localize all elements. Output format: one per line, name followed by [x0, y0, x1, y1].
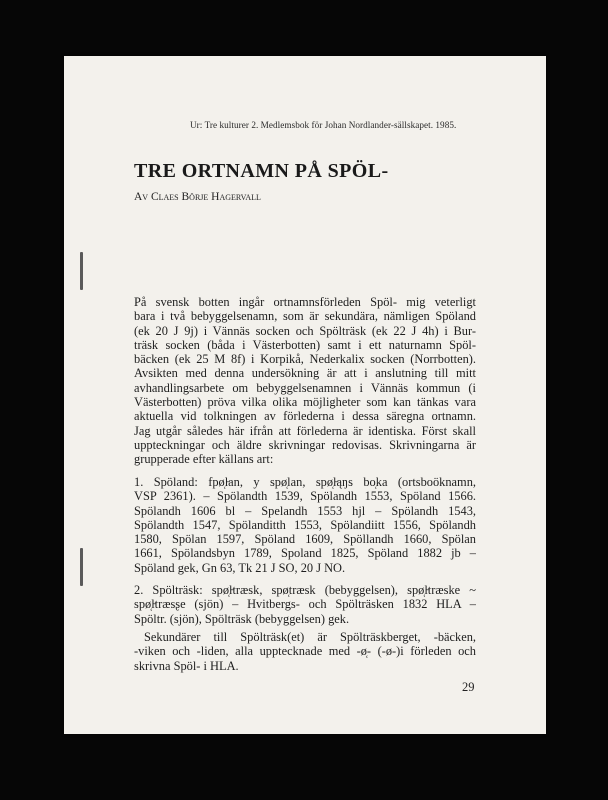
staple-top	[80, 252, 83, 290]
intro-paragraph	[134, 295, 476, 467]
text-line: träsk socken (båda i Västerbotten) samt i ett naturnamn Spöl-	[134, 337, 476, 352]
text-line: grupperade efter källans art:	[134, 452, 274, 467]
text-line: aktuella vid tolkningen av förlederna i dessa säregna ortnamn.	[134, 409, 476, 424]
source-citation: Ur: Tre kulturer 2. Medlemsbok för Johan Nordlander-sällskapet. 1985.	[190, 120, 457, 130]
staple-bottom	[80, 548, 83, 586]
text-line: 1580, Spölan 1597, Spöland 1609, Spöllandh 1660, Spölan	[134, 532, 476, 547]
text-line: 2. Spölträsk: spø̜l̵træsk, spø̜træsk (bebyggelsen), spø̜l̵træske ~	[134, 583, 476, 597]
text-line: spø̜l̵træsʂe (sjön) – Hvitbergs- och Spölträsken 1832 HLA –	[134, 597, 476, 612]
page-title: TRE ORTNAMN PÅ SPÖL-	[134, 160, 389, 182]
author-byline: Av Claes Börje Hagervall	[134, 191, 261, 203]
text-line: uppteckningar och äldre skrivningar redovisas. Skrivningarna är	[134, 437, 476, 452]
text-line: Spöland gek, Gn 63, Tk 21 J SO, 20 J NO.	[134, 560, 346, 575]
text-line: skrivna Spöl- i HLA.	[134, 658, 239, 673]
item-1-spoland	[134, 475, 476, 575]
text-line: bäcken (ek 25 M 8f) i Korpikå, Nederkalix socken (Norrbotten).	[134, 352, 476, 367]
text-line: avhandlingsarbete om bebyggelsenamnen i Vännäs kommun (i	[134, 380, 476, 395]
text-line: VSP 2361). – Spölandth 1539, Spölandh 1553, Spöland 1566.	[134, 489, 476, 504]
text-line: Västerbotten) pröva vilka olika möjligheter som kan tänkas vara	[134, 395, 476, 410]
text-line: Spölandh 1606 bl – Spelandh 1553 hjl – Spölandh 1543,	[134, 503, 476, 518]
text-line: Avsikten med denna undersökning är att i anslutning till mitt	[134, 366, 476, 381]
text-line: Jag utgår således här ifrån att förlederna är identiska. Först skall	[134, 423, 476, 438]
page-number: 29	[462, 680, 475, 694]
text-line: (ek 20 J 9j) i Vännäs socken och Spölträsk (ek 22 J 4h) i Bur-	[134, 323, 476, 338]
secondary-names-paragraph	[134, 630, 476, 673]
text-line: 1. Spöland: fpø̜l̵an, y spø̜lan, spø̜l̵ąŋs bo̜ka (ortsboöknamn,	[134, 475, 476, 489]
text-line: På svensk botten ingår ortnamnsförleden Spöl- mig veterligt	[134, 295, 476, 309]
text-line: Spöltr. (sjön), Spölträsk (bebyggelsen) gek.	[134, 611, 350, 626]
text-line: 1661, Spölandsbyn 1789, Spoland 1825, Spöland 1882 jb –	[134, 546, 476, 561]
text-line: -viken och -liden, alla upptecknade med -ø̜- (-ø-)i förleden och	[134, 644, 476, 659]
text-line: Sekundärer till Spölträsk(et) är Spölträskberget, -bäcken,	[144, 630, 476, 644]
item-2-spoltrask	[134, 583, 476, 626]
text-line: Spölandth 1547, Spölanditth 1553, Spölandiitt 1556, Spölandh	[134, 517, 476, 532]
text-line: bara i två bebyggelsenamn, som är sekundära, nämligen Spöland	[134, 309, 476, 324]
